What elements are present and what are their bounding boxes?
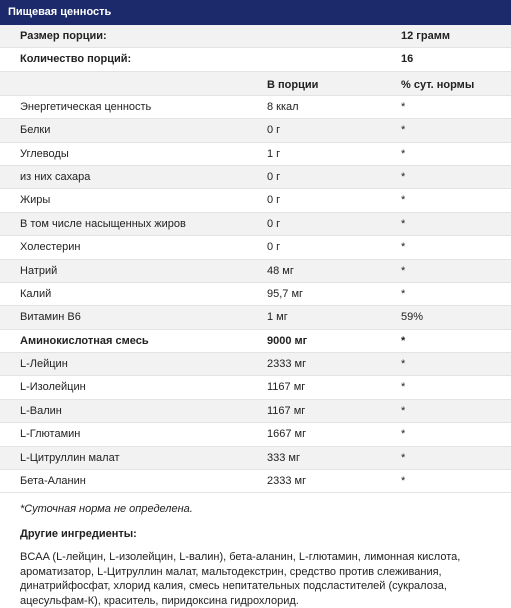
amino-amount: 1667 мг [267, 428, 307, 441]
table-row [0, 236, 511, 259]
servings-count-label: Количество порций: [20, 53, 132, 66]
nutrient-name: из них сахара [20, 170, 91, 183]
nutrient-name: Витамин B6 [20, 311, 81, 324]
amino-blend-row [0, 330, 511, 353]
column-header-row [0, 72, 511, 96]
nutrient-daily: * [401, 264, 406, 277]
amino-amount: 1167 мг [267, 381, 306, 394]
serving-size-row [0, 25, 511, 48]
amino-amount: 2333 мг [267, 475, 307, 488]
table-row [0, 376, 511, 399]
servings-count-value: 16 [401, 53, 414, 66]
ingredients-title: Другие ингредиенты: [20, 528, 137, 540]
table-row [0, 470, 511, 493]
nutrient-amount: 0 г [267, 170, 281, 183]
amino-blend-daily: * [401, 334, 406, 347]
nutrient-name: Белки [20, 124, 51, 137]
nutrient-amount: 1 г [267, 147, 281, 160]
serving-size-label: Размер порции: [20, 30, 107, 42]
nutrient-daily: * [401, 100, 406, 113]
ingredients-text: BCAA (L-лейцин, L-изолейцин, L-валин), бета-аланин, L-глютамин, лимонная кислота, ароматизатор, L-Цитруллин малат, мальтодекстрин, средство против слеживания, динатрийфосфат, хлорид калия, смесь непитательных подсластителей (сукралоза, ацесульфам-К), краситель, пиридоксина гидрохлорид. [20, 551, 461, 607]
table-row [0, 447, 511, 470]
amino-list [0, 353, 511, 493]
amino-name: L-Валин [20, 404, 62, 417]
amino-name: L-Цитруллин малат [20, 451, 120, 464]
nutrient-name: Калий [20, 287, 52, 300]
nutrient-daily: * [401, 287, 406, 300]
nutrient-amount: 0 г [267, 124, 281, 137]
amino-daily: * [401, 475, 406, 488]
table-row [0, 260, 511, 283]
nutrient-daily: 59% [401, 311, 424, 324]
nutrient-amount: 8 ккал [267, 100, 299, 113]
table-row [0, 166, 511, 189]
nutrient-name: Жиры [20, 194, 51, 207]
nutrient-amount: 95,7 мг [267, 287, 304, 300]
table-row [0, 400, 511, 423]
nutrient-amount: 0 г [267, 241, 281, 254]
nutrient-name: В том числе насыщенных жиров [20, 217, 186, 230]
nutrient-name: Холестерин [20, 241, 81, 254]
nutrient-name: Энергетическая ценность [20, 100, 152, 113]
table-row [0, 143, 511, 166]
amino-amount: 2333 мг [267, 358, 307, 371]
table-row [0, 283, 511, 306]
column-header-daily: % сут. нормы [401, 78, 475, 91]
amino-blend-amount: 9000 мг [267, 334, 308, 347]
panel-title: Пищевая ценность [0, 0, 511, 25]
nutrient-amount: 1 мг [267, 311, 288, 324]
amino-name: L-Изолейцин [20, 381, 86, 394]
amino-name: L-Лейцин [20, 358, 68, 371]
table-row [0, 189, 511, 212]
table-row [0, 306, 511, 329]
nutrient-daily: * [401, 124, 406, 137]
amino-daily: * [401, 428, 406, 441]
amino-amount: 333 мг [267, 451, 300, 464]
nutrient-daily: * [401, 241, 406, 254]
nutrient-amount: 0 г [267, 217, 281, 230]
table-row [0, 353, 511, 376]
amino-name: Бета-Аланин [20, 475, 86, 488]
nutrient-name: Натрий [20, 264, 58, 277]
amino-daily: * [401, 381, 406, 394]
nutrient-daily: * [401, 217, 406, 230]
servings-count-row [0, 48, 511, 71]
amino-blend-name: Аминокислотная смесь [20, 334, 149, 347]
nutrient-amount: 0 г [267, 194, 281, 207]
serving-size-value: 12 грамм [401, 30, 450, 42]
nutrient-daily: * [401, 147, 406, 160]
amino-daily: * [401, 451, 406, 464]
amino-daily: * [401, 404, 406, 417]
column-header-per-serving: В порции [267, 78, 319, 91]
amino-name: L-Глютамин [20, 428, 81, 441]
nutrient-daily: * [401, 194, 406, 207]
daily-value-footnote: *Суточная норма не определена. [20, 503, 193, 515]
nutrient-list [0, 96, 511, 330]
table-row [0, 119, 511, 142]
amino-amount: 1167 мг [267, 404, 306, 417]
nutrient-amount: 48 мг [267, 264, 294, 277]
table-row [0, 423, 511, 446]
nutrient-daily: * [401, 170, 406, 183]
table-row [0, 213, 511, 236]
nutrient-name: Углеводы [20, 147, 69, 160]
table-row [0, 96, 511, 119]
amino-daily: * [401, 358, 406, 371]
